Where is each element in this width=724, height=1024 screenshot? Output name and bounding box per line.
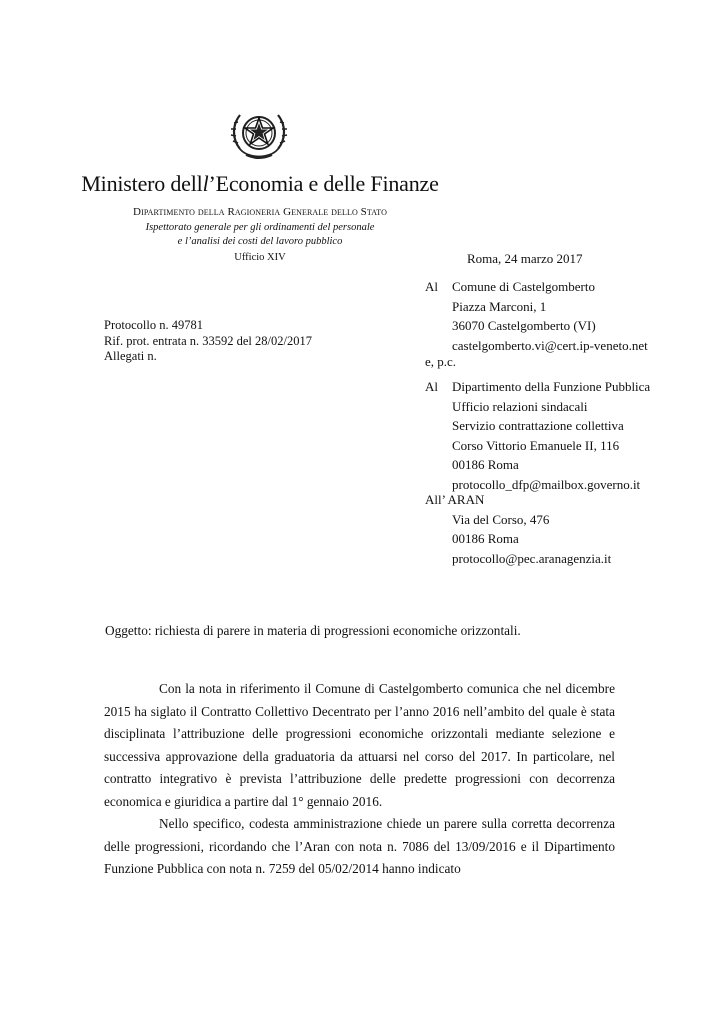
cc-label: e, p.c.: [425, 354, 457, 369]
protocol-reference: Rif. prot. entrata n. 33592 del 28/02/2017: [104, 333, 312, 348]
recipient-line: Servizio contrattazione collettiva: [452, 418, 624, 434]
recipient-line: Comune di Castelgomberto: [452, 279, 595, 294]
recipient-line: Via del Corso, 476: [452, 511, 550, 527]
letter-date: Roma, 24 marzo 2017: [467, 251, 583, 266]
letter-body: [104, 678, 615, 881]
department-name: Dipartimento della Ragioneria Generale dello Stato: [133, 206, 387, 218]
recipient-line: Dipartimento della Funzione Pubblica: [452, 379, 651, 394]
subject-line: Oggetto: richiesta di parere in materia di progressioni economiche orizzontali.: [105, 623, 521, 638]
protocol-number: Protocollo n. 49781: [104, 318, 203, 332]
recipient-line: Ufficio relazioni sindacali: [452, 398, 588, 414]
recipient-line: Piazza Marconi, 1: [452, 298, 547, 314]
recipient-email: protocollo@pec.aranagenzia.it: [452, 550, 612, 566]
recipient-line: Corso Vittorio Emanuele II, 116: [452, 437, 620, 453]
office-name: Ufficio XIV: [234, 252, 286, 263]
italian-republic-emblem-icon: [228, 103, 290, 165]
inspectorate-line-2: e l’analisi dei costi del lavoro pubblico: [177, 236, 343, 247]
recipient-email: castelgomberto.vi@cert.ip-veneto.net: [452, 337, 648, 353]
body-paragraph: Con la nota in riferimento il Comune di Castelgomberto comunica che nel dicembre 2015 ha siglato il Contratto Collettivo Decentrato per l’anno 2016 nell’ambito del quale è stata disciplinata l’attribuzione delle progressioni economiche orizzontali mediante selezione e successiva approvazione della graduatoria da attuarsi nel corso del 2017. In particolare, nel contratto integrativo è prevista l’attribuzione delle predette progressioni con decorrenza economica e giuridica a partire dal 1° gennaio 2016.: [104, 681, 615, 809]
recipient-label: Al: [425, 279, 438, 294]
recipient-line: 00186 Roma: [452, 531, 519, 547]
recipient-email: protocollo_dfp@mailbox.governo.it: [452, 476, 641, 492]
ministry-title-italic-l: l: [202, 171, 209, 196]
ministry-title-part2: ’Economia e delle Finanze: [208, 171, 439, 196]
protocol-block: [104, 318, 312, 365]
inspectorate-line-1: Ispettorato generale per gli ordinamenti del personale: [145, 222, 375, 233]
body-paragraph: Nello specifico, codesta amministrazione chiede un parere sulla corretta decorrenza delle progressioni, ricordando che l’Aran con nota n. 7086 del 13/09/2016 e il Dipartimento Funzione Pubblica con nota n. 7259 del 05/02/2014 hanno indicato: [104, 816, 615, 876]
recipient-line: 36070 Castelgomberto (VI): [452, 318, 596, 334]
recipient-label: Al: [425, 379, 438, 394]
protocol-attachments: Allegati n.: [104, 349, 157, 363]
recipient-line: 00186 Roma: [452, 457, 519, 473]
ministry-title: [60, 171, 460, 197]
recipient-label: All’ ARAN: [425, 492, 485, 507]
ministry-title-part1: Ministero dell: [81, 171, 203, 196]
